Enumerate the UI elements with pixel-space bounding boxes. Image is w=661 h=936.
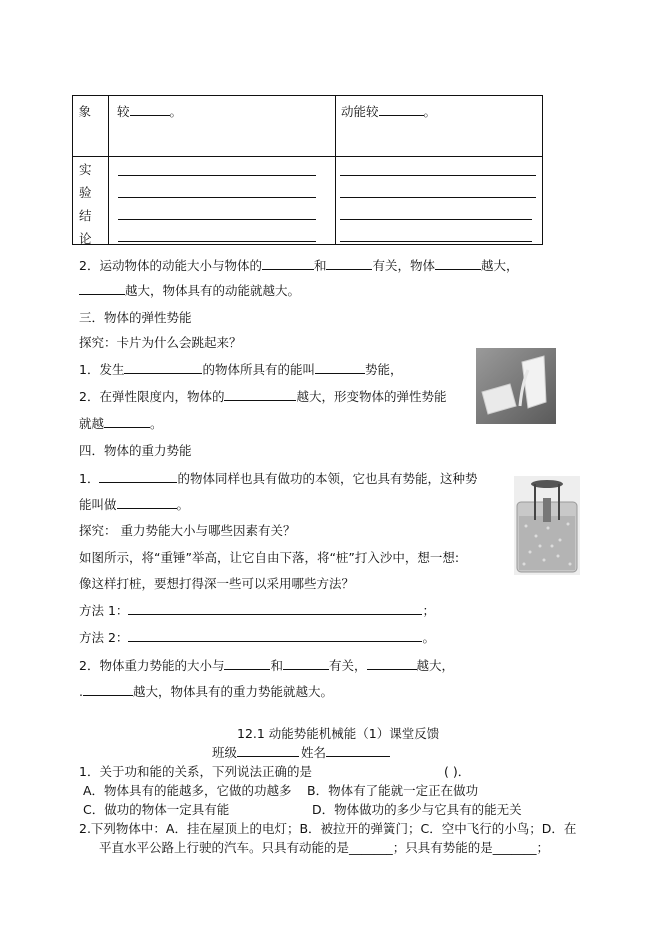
- feedback-q2: 2.下列物体中：A．挂在屋顶上的电灯；B．被拉开的弹簧门；C．空中飞行的小鸟；D．在: [79, 821, 577, 836]
- section-title-elastic: 三．物体的弹性势能: [79, 310, 192, 325]
- method-2: 方法 2： 。: [79, 630, 435, 645]
- question-elastic-2-cont: 就越 。: [79, 416, 163, 431]
- blank[interactable]: [326, 257, 372, 270]
- answer-line[interactable]: [340, 197, 536, 198]
- blank[interactable]: [79, 282, 125, 295]
- conclusion-table: [72, 95, 543, 245]
- pile-driver-question: 像这样打桩，要想打得深一些可以采用哪些方法？: [79, 576, 355, 591]
- answer-line[interactable]: [118, 241, 316, 242]
- table-right-text: 动能较: [341, 104, 379, 119]
- blank[interactable]: [435, 257, 481, 270]
- pile-driver-description: 如图所示，将“重锤”举高，让它自由下落，将“桩”打入沙中，想一想:: [79, 550, 460, 565]
- answer-line[interactable]: [118, 175, 316, 176]
- blank[interactable]: [283, 657, 329, 670]
- method-1: 方法 1： ；: [79, 603, 435, 618]
- blank[interactable]: [224, 388, 296, 401]
- blank[interactable]: [99, 470, 177, 483]
- blank[interactable]: [83, 683, 133, 696]
- table-cell-phenomenon: [73, 96, 109, 157]
- class-field[interactable]: [237, 744, 299, 757]
- question-kinetic-factors-cont: 越大，物体具有的动能就越大。: [79, 281, 300, 299]
- question-gravitational-2: 2．物体重力势能的大小与 和 有关， 越大，: [79, 658, 455, 673]
- section-title-gravitational: 四．物体的重力势能: [79, 443, 192, 458]
- table-left-text: 较: [117, 104, 130, 119]
- feedback-q1: 1．关于功和能的关系，下列说法正确的是 ( )．: [79, 764, 471, 779]
- blank[interactable]: [262, 257, 314, 270]
- table-conclusion-char: 结: [79, 208, 92, 223]
- blank[interactable]: [124, 361, 202, 374]
- question-gravitational-1-cont: 能叫做 。: [79, 497, 190, 512]
- option-a: A．物体具有的能越多，它做的功越多: [83, 783, 292, 798]
- question-gravitational-2-cont: . 越大，物体具有的重力势能就越大。: [79, 684, 333, 699]
- table-label-phenomenon: 象: [78, 103, 92, 119]
- blank[interactable]: [128, 602, 422, 615]
- explore-card: 探究：卡片为什么会跳起来？: [79, 335, 242, 350]
- answer-line[interactable]: [118, 219, 316, 220]
- question-elastic-2: 2．在弹性限度内，物体的 越大，形变物体的弹性势能: [79, 389, 447, 404]
- table-cell-conclusion-left: [109, 157, 336, 245]
- option-c: C．做功的物体一定具有能: [83, 802, 230, 817]
- blank[interactable]: [367, 657, 417, 670]
- table-conclusion-char: 实: [79, 162, 92, 177]
- feedback-q2-cont: 平直水平公路上行驶的汽车。只具有动能的是_______；只具有势能的是_______；: [99, 840, 550, 855]
- answer-line[interactable]: [340, 219, 532, 220]
- feedback-title: 12.1 动能势能机械能（1）课堂反馈: [237, 726, 440, 741]
- explore-gravity: 探究： 重力势能大小与哪些因素有关？: [79, 523, 296, 538]
- answer-paren[interactable]: ( )．: [444, 764, 471, 779]
- answer-line[interactable]: [340, 175, 536, 176]
- name-field[interactable]: [326, 744, 390, 757]
- pile-driver-photo: [514, 476, 580, 575]
- blank[interactable]: [117, 496, 177, 509]
- table-cell-left: 较 。: [109, 96, 336, 157]
- option-d: D．物体做功的多少与它具有的能无关: [312, 802, 522, 817]
- answer-line[interactable]: [118, 197, 316, 198]
- table-conclusion-char: 论: [79, 231, 92, 246]
- blank[interactable]: [128, 629, 422, 642]
- blank[interactable]: [130, 103, 170, 116]
- table-conclusion-char: 验: [79, 185, 92, 200]
- blank[interactable]: [315, 361, 365, 374]
- class-name-row: 班级 姓名: [212, 743, 390, 761]
- question-elastic-1: 1．发生 的物体所具有的能叫 势能，: [79, 362, 403, 377]
- answer-line[interactable]: [340, 241, 532, 242]
- bent-card-photo: [476, 348, 556, 424]
- blank[interactable]: [104, 415, 150, 428]
- table-cell-conclusion-right: [336, 157, 543, 245]
- question-gravitational-1: 1． 的物体同样也具有做功的本领，它也具有势能，这种势: [79, 471, 478, 486]
- question-kinetic-factors: 2．运动物体的动能大小与物体的 和 有关，物体 越大，: [79, 258, 519, 273]
- blank[interactable]: [379, 103, 424, 116]
- table-cell-right: 动能较 。: [336, 96, 543, 157]
- option-b: B．物体有了能就一定正在做功: [307, 783, 479, 798]
- blank[interactable]: [224, 657, 270, 670]
